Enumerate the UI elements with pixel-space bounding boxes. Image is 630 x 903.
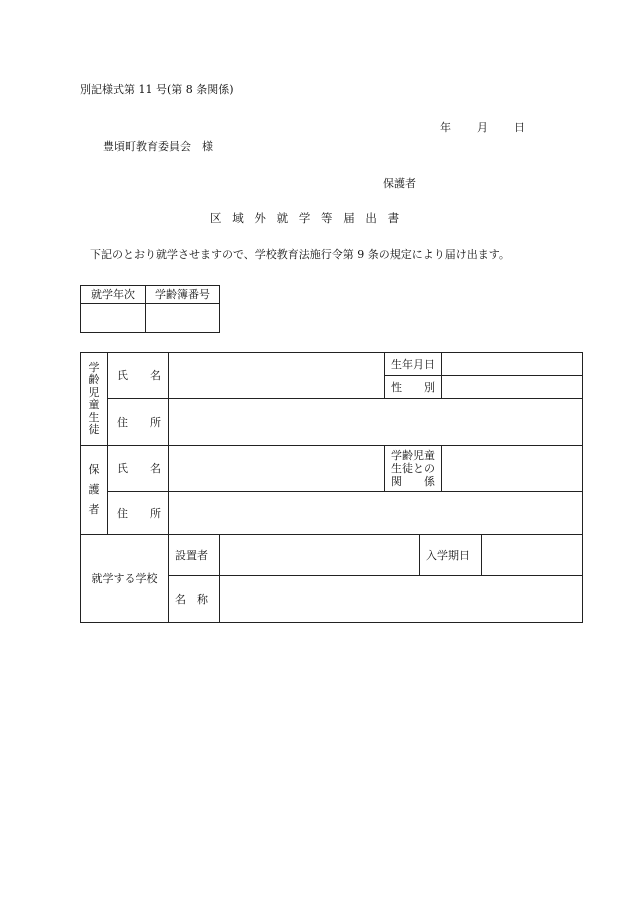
relation-field[interactable] (442, 446, 583, 492)
relation-label: 学齢児童 生徒との 関 係 (385, 446, 442, 492)
date-year-label: 年 (440, 121, 451, 134)
sex-field[interactable] (442, 376, 583, 399)
notification-form-table (80, 352, 583, 623)
guardian-name-label: 氏 名 (108, 446, 169, 492)
date-line (440, 119, 525, 135)
birthdate-field[interactable] (442, 353, 583, 376)
grade-year-field[interactable] (81, 304, 146, 333)
register-number-header: 学齢簿番号 (146, 286, 220, 304)
student-address-label: 住 所 (108, 399, 169, 446)
date-day-label: 日 (514, 121, 525, 134)
sex-label: 性 別 (385, 376, 442, 399)
student-group-label: 学 齢 児 童 生 徒 (81, 353, 108, 446)
guardian-name-field[interactable] (169, 446, 385, 492)
grade-year-header: 就学年次 (81, 286, 146, 304)
school-name-field[interactable] (220, 576, 583, 623)
date-month-label: 月 (477, 121, 488, 134)
guardian-address-field[interactable] (169, 492, 583, 535)
admission-date-field[interactable] (482, 535, 583, 576)
founder-label: 設置者 (169, 535, 220, 576)
addressee: 豊頃町教育委員会 様 (103, 140, 213, 153)
birthdate-label: 生年月日 (385, 353, 442, 376)
founder-field[interactable] (220, 535, 420, 576)
admission-date-label: 入学期日 (420, 535, 482, 576)
register-number-field[interactable] (146, 304, 220, 333)
school-label: 就学する学校 (81, 535, 169, 623)
document-title: 区 域 外 就 学 等 届 出 書 (210, 211, 400, 225)
grade-register-table (80, 285, 220, 333)
student-address-field[interactable] (169, 399, 583, 446)
student-name-label: 氏 名 (108, 353, 169, 399)
intro-text: 下記のとおり就学させますので、学校教育法施行令第 9 条の規定により届け出ます。 (90, 248, 510, 261)
student-name-field[interactable] (169, 353, 385, 399)
guardian-signature-label: 保護者 (383, 177, 416, 190)
guardian-group-label: 保 護 者 (81, 446, 108, 535)
school-name-label: 名 称 (169, 576, 220, 623)
guardian-address-label: 住 所 (108, 492, 169, 535)
form-number: 別記様式第 11 号(第 8 条関係) (80, 83, 234, 96)
